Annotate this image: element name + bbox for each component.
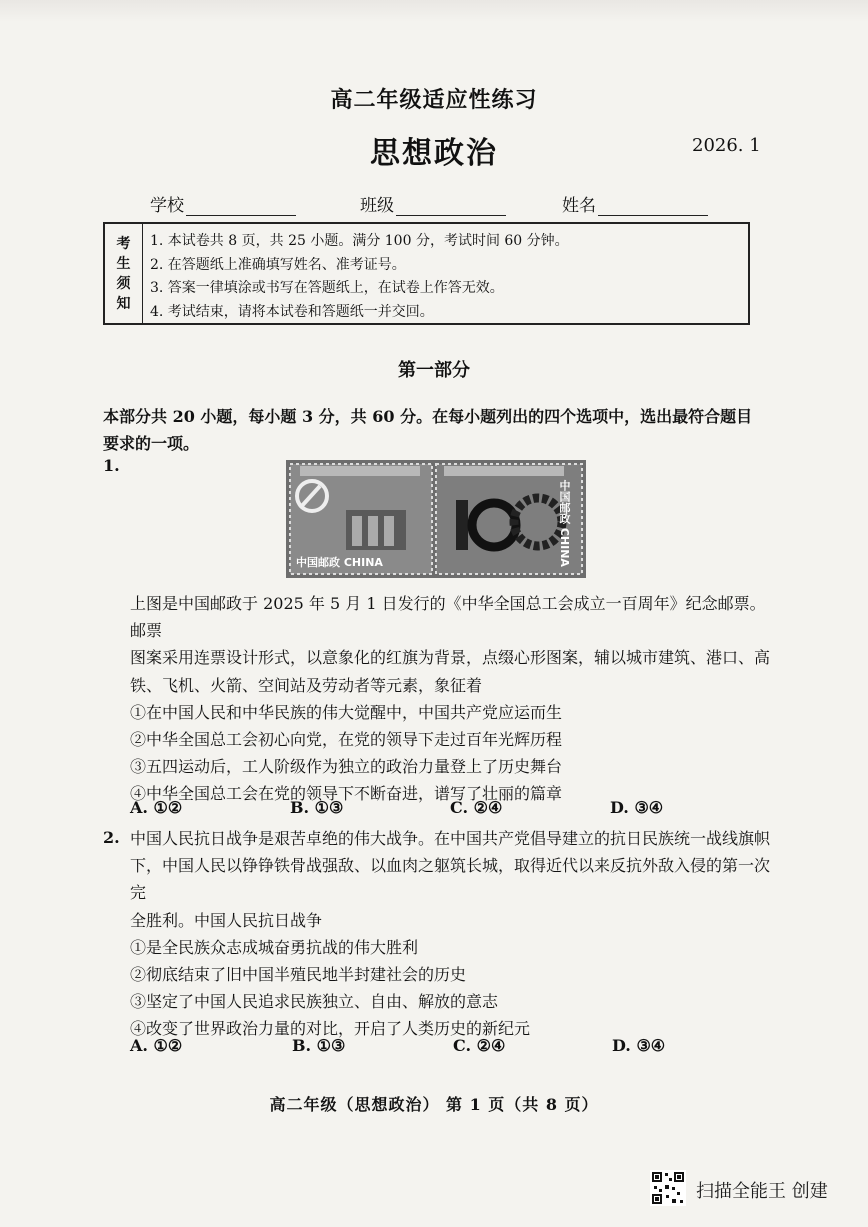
school-label: 学校	[150, 196, 184, 216]
notice-side-label	[105, 224, 143, 323]
option-a[interactable]: A. ①②	[130, 1036, 183, 1055]
option-a[interactable]: A. ①②	[130, 798, 183, 817]
option-d[interactable]: D. ③④	[612, 1036, 666, 1055]
class-field	[360, 191, 506, 216]
stamp-postal-mark-right: 中国邮政 CHINA	[558, 480, 571, 567]
school-blank	[186, 199, 296, 216]
notice-item: 1. 本试卷共 8 页，共 25 小题。满分 100 分，考试时间 60 分钟。	[150, 233, 569, 249]
statement: ①是全民族众志成城奋勇抗战的伟大胜利	[130, 937, 419, 957]
statement: ④改变了世界政治力量的对比，开启了人类历史的新纪元	[130, 1019, 531, 1039]
name-blank	[598, 199, 708, 216]
scan-top-edge	[0, 0, 868, 22]
stem-line: 全胜利。中国人民抗日战争	[130, 910, 323, 930]
notice-item: 4. 考试结束，请将本试卷和答题纸一并交回。	[150, 303, 434, 320]
page-footer: 高二年级（思想政治） 第 1 页（共 8 页）	[269, 1095, 599, 1114]
statement: ②中华全国总工会初心向党，在党的领导下走过百年光辉历程	[130, 730, 563, 750]
class-label: 班级	[360, 196, 394, 216]
stem-line: 铁、飞机、火箭、空间站及劳动者等元素，象征着	[130, 675, 483, 695]
stem-line: 下，中国人民以铮铮铁骨战强敌、以血肉之躯筑长城，取得近代以来反抗外敌入侵的第一次完	[130, 856, 771, 903]
name-field	[562, 191, 708, 216]
stem-line: 图案采用连票设计形式，以意象化的红旗为背景，点缀心形图案，辅以城市建筑、港口、高	[130, 648, 771, 668]
exam-title: 高二年级适应性练习	[330, 87, 538, 113]
school-field	[150, 191, 296, 216]
notice-item: 3. 答案一律填涂或书写在答题纸上，在试卷上作答无效。	[150, 280, 504, 296]
class-blank	[396, 199, 506, 216]
name-label: 姓名	[562, 196, 596, 216]
part-title: 第一部分	[398, 360, 470, 381]
statement: ①在中国人民和中华民族的伟大觉醒中，中国共产党应运而生	[130, 702, 563, 722]
option-c[interactable]: C. ②④	[450, 798, 503, 817]
option-d[interactable]: D. ③④	[610, 798, 664, 817]
notice-char: 生	[116, 256, 131, 272]
qr-code-icon	[650, 1170, 686, 1206]
statement: ③五四运动后，工人阶级作为独立的政治力量登上了历史舞台	[130, 757, 563, 777]
candidate-notice-box	[103, 222, 750, 325]
commemorative-stamp-image	[286, 460, 586, 578]
question-stem	[130, 825, 770, 1043]
notice-char: 知	[116, 296, 131, 312]
option-c[interactable]: C. ②④	[453, 1036, 506, 1055]
exam-date: 2026. 1	[692, 135, 761, 156]
question-number: 1.	[103, 456, 120, 475]
notice-char: 须	[116, 276, 131, 292]
option-b[interactable]: B. ①③	[292, 1036, 346, 1055]
statement: ②彻底结束了旧中国半殖民地半封建社会的历史	[130, 965, 467, 985]
scanner-label: 扫描全能王 创建	[696, 1181, 828, 1202]
stem-line: 上图是中国邮政于 2025 年 5 月 1 日发行的《中华全国总工会成立一百周年》纪念邮票。邮票	[130, 594, 766, 641]
option-b[interactable]: B. ①③	[290, 798, 344, 817]
stamp-postal-mark-left: 中国邮政 CHINA	[296, 556, 383, 569]
stem-line: 中国人民抗日战争是艰苦卓绝的伟大战争。在中国共产党倡导建立的抗日民族统一战线旗帜	[130, 829, 771, 848]
question-stem	[130, 590, 770, 808]
notice-item: 2. 在答题纸上准确填写姓名、准考证号。	[150, 256, 406, 273]
question-number: 2.	[103, 828, 120, 847]
statement: ③坚定了中国人民追求民族独立、自由、解放的意志	[130, 992, 499, 1012]
notice-items	[150, 230, 569, 324]
notice-char: 考	[116, 236, 131, 252]
statement: ④中华全国总工会在党的领导下不断奋进，谱写了壮丽的篇章	[130, 784, 563, 804]
section-instructions: 本部分共 20 小题，每小题 3 分，共 60 分。在每小题列出的四个选项中，选出最符合题目要求的一项。	[103, 407, 753, 453]
subject-title: 思想政治	[370, 136, 498, 171]
